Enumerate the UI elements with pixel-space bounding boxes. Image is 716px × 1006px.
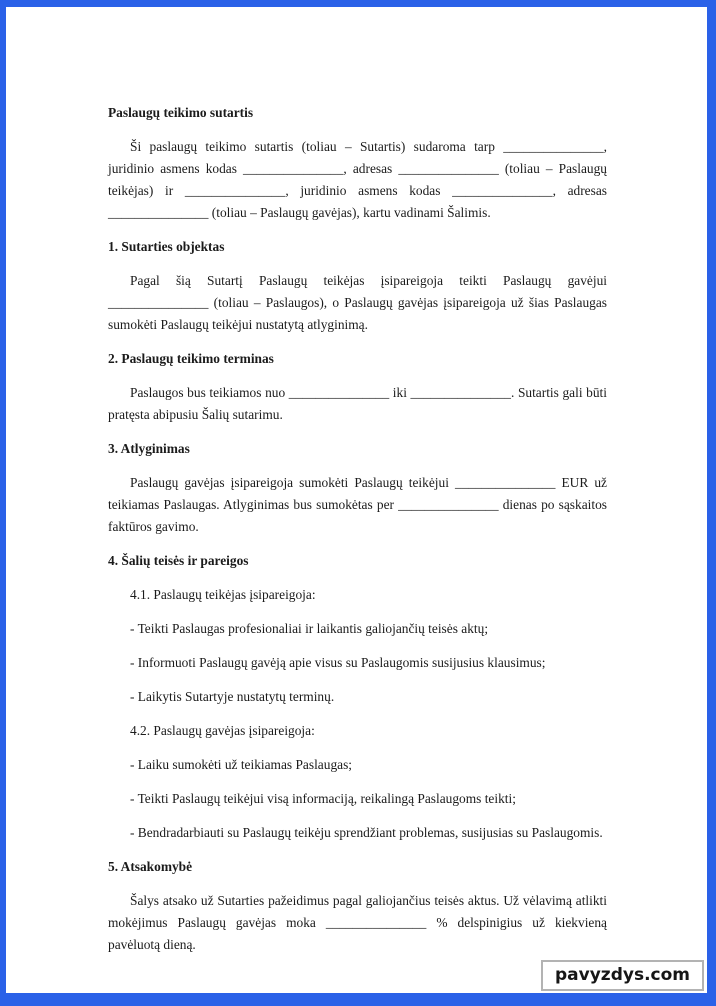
section-3-heading: 3. Atlyginimas xyxy=(108,441,190,456)
document-title: Paslaugų teikimo sutartis xyxy=(108,105,254,120)
section-4-heading: 4. Šalių teisės ir pareigos xyxy=(108,553,249,568)
section-4-bullet: - Laikytis Sutartyje nustatytų terminų. xyxy=(130,689,335,704)
watermark-badge xyxy=(541,960,704,991)
section-5-heading: 5. Atsakomybė xyxy=(108,859,193,874)
section-4-subclause-4-2: 4.2. Paslaugų gavėjas įsipareigoja: xyxy=(130,723,315,738)
section-4-bullet: - Informuoti Paslaugų gavėją apie visus su Paslaugomis susijusius klausimus; xyxy=(130,655,546,670)
section-4-bullet: - Laiku sumokėti už teikiamas Paslaugas; xyxy=(130,757,353,772)
section-3-paragraph: Paslaugų gavėjas įsipareigoja sumokėti Paslaugų teikėjui _______________ EUR už teikiamas Paslaugas. Atlyginimas bus sumokėtas per _______________ dienas po sąskaitos faktūros gavimo. xyxy=(108,475,607,534)
watermark-label: pavyzdys.com xyxy=(555,965,690,985)
section-4-bullet: - Teikti Paslaugas profesionaliai ir laikantis galiojančių teisės aktų; xyxy=(130,621,489,636)
section-4-subclause-4-1: 4.1. Paslaugų teikėjas įsipareigoja: xyxy=(130,587,316,602)
section-2-paragraph: Paslaugos bus teikiamos nuo _______________ iki _______________. Sutartis gali būti pratęsta abipusiu Šalių sutarimu. xyxy=(108,385,607,422)
document-body xyxy=(6,7,707,956)
section-4-bullet: - Teikti Paslaugų teikėjui visą informaciją, reikalingą Paslaugoms teikti; xyxy=(130,791,516,806)
section-5-paragraph: Šalys atsako už Sutarties pažeidimus pagal galiojančius teisės aktus. Už vėlavimą atlikti mokėjimus Paslaugų gavėjas moka _______________ % delspinigius už kiekvieną pavėluotą dieną. xyxy=(108,893,607,952)
section-1-paragraph: Pagal šią Sutartį Paslaugų teikėjas įsipareigoja teikti Paslaugų gavėjui _______________ (toliau – Paslaugos), o Paslaugų gavėjas įsipareigoja už šias Paslaugas sumokėti Paslaugų teikėjui nustatytą atlyginimą. xyxy=(108,273,607,332)
section-1-heading: 1. Sutarties objektas xyxy=(108,239,225,254)
section-2-heading: 2. Paslaugų teikimo terminas xyxy=(108,351,274,366)
intro-paragraph: Ši paslaugų teikimo sutartis (toliau – Sutartis) sudaroma tarp _______________, juridinio asmens kodas _______________, adresas _______________ (toliau – Paslaugų teikėjas) ir _______________, juridinio asmens kodas _______________, adresas _______________ (toliau – Paslaugų gavėjas), kartu vadinami Šalimis. xyxy=(108,139,607,220)
section-4-bullet: - Bendradarbiauti su Paslaugų teikėju sprendžiant problemas, susijusias su Paslaugomis. xyxy=(130,825,603,840)
